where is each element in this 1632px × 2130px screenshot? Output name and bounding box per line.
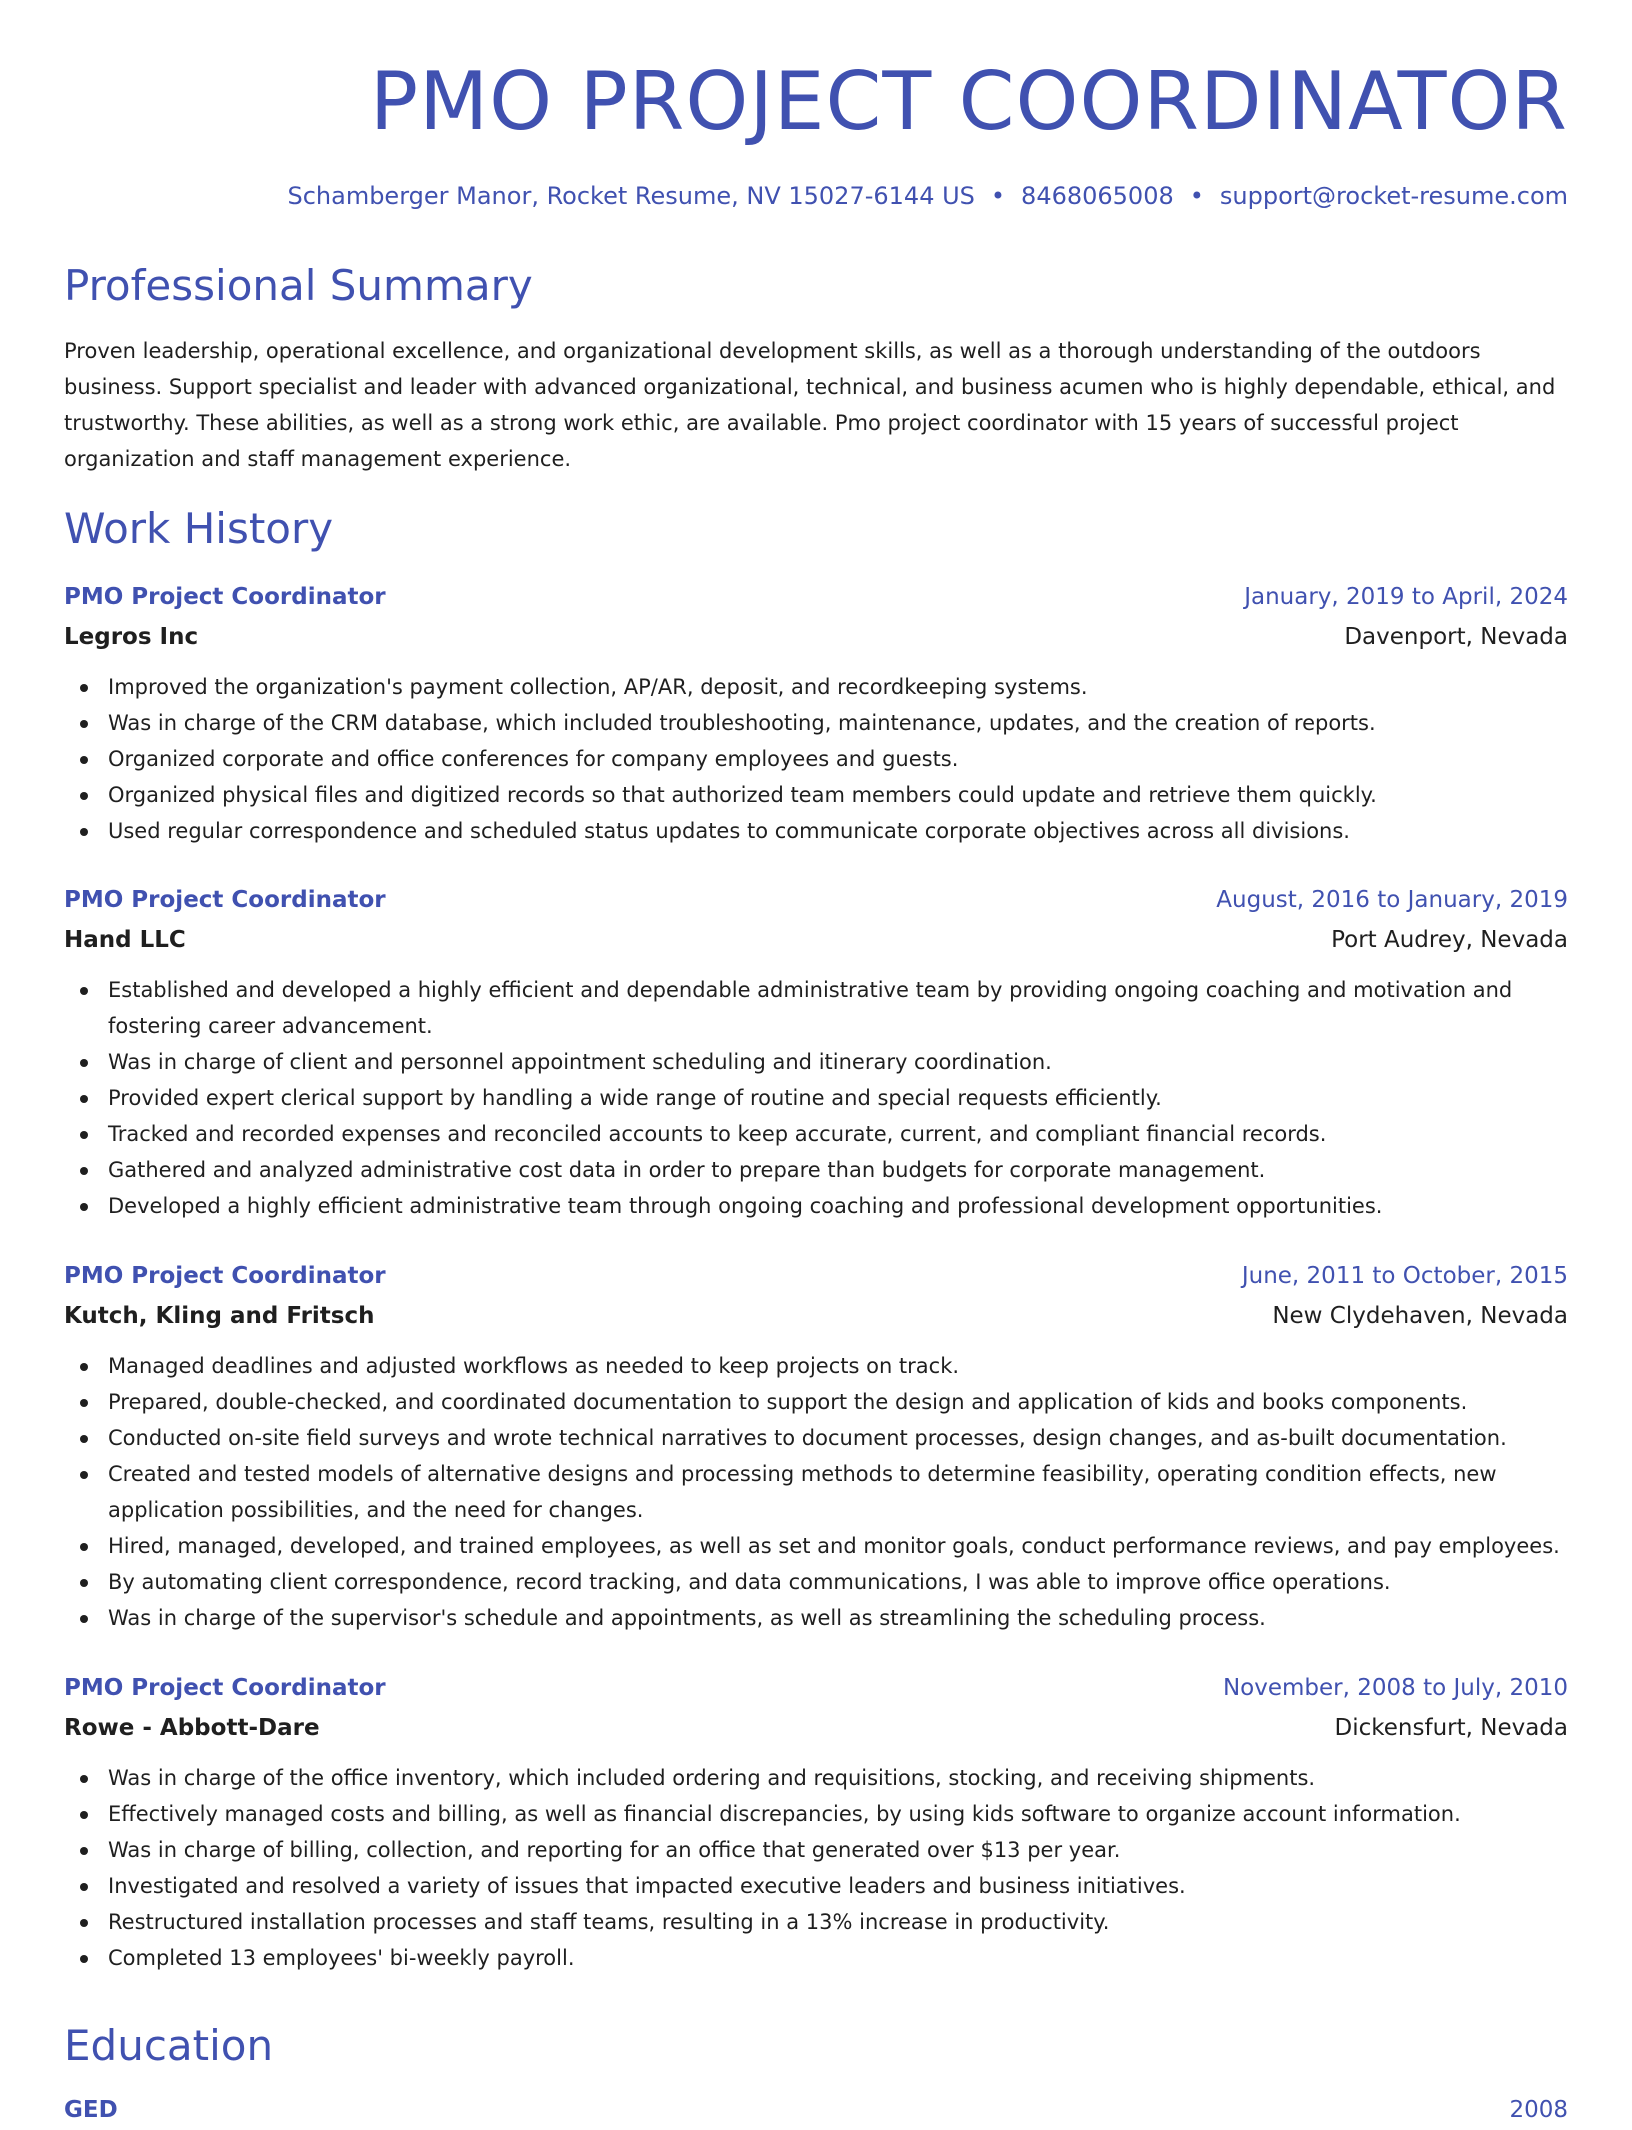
job-bullet: Was in charge of the office inventory, which included ordering and requisitions, stocking, and receiving shipments.	[64, 1760, 1568, 1796]
education-row	[64, 2090, 1568, 2130]
job-company-row	[64, 1296, 1568, 1336]
contact-separator: •	[1189, 182, 1204, 210]
job-bullet: Was in charge of the supervisor's schedule and appointments, as well as streamlining the scheduling process.	[64, 1600, 1568, 1636]
job-bullet: Tracked and recorded expenses and reconciled accounts to keep accurate, current, and compliant financial records.	[64, 1116, 1568, 1152]
job-bullet: Used regular correspondence and scheduled status updates to communicate corporate objectives across all divisions.	[64, 813, 1568, 849]
education-entry	[64, 2090, 1568, 2130]
job-title: PMO Project Coordinator	[64, 1675, 386, 1701]
contact-address: Schamberger Manor, Rocket Resume, NV 15027-6144 US	[287, 182, 975, 210]
job-bullets	[64, 1348, 1568, 1636]
job-company-row	[64, 617, 1568, 657]
job-bullet: Investigated and resolved a variety of issues that impacted executive leaders and business initiatives.	[64, 1868, 1568, 1904]
job-entry	[64, 1256, 1568, 1636]
contact-phone[interactable]: 8468065008	[1021, 182, 1174, 210]
job-entry	[64, 577, 1568, 849]
job-bullet: By automating client correspondence, record tracking, and data communications, I was able to improve office operations.	[64, 1564, 1568, 1600]
job-company: Legros Inc	[64, 624, 199, 650]
contact-separator: •	[990, 182, 1006, 210]
work-history-heading: Work History	[64, 504, 334, 553]
job-company: Hand LLC	[64, 927, 186, 953]
job-title: PMO Project Coordinator	[64, 584, 386, 610]
job-company: Kutch, Kling and Fritsch	[64, 1303, 375, 1329]
job-entry	[64, 1668, 1568, 1976]
job-bullets	[64, 972, 1568, 1224]
summary-heading: Professional Summary	[64, 261, 533, 310]
resume-title: PMO PROJECT COORDINATOR	[369, 55, 1568, 148]
job-bullet: Established and developed a highly efficient and dependable administrative team by providing ongoing coaching and motivation and fostering career advancement.	[64, 972, 1568, 1044]
job-header-row	[64, 880, 1568, 920]
job-bullet: Provided expert clerical support by handling a wide range of routine and special requests efficiently.	[64, 1080, 1568, 1116]
education-year: 2008	[1509, 2097, 1568, 2123]
job-bullet: Was in charge of the CRM database, which included troubleshooting, maintenance, updates, and the creation of reports.	[64, 705, 1568, 741]
job-bullet: Prepared, double-checked, and coordinated documentation to support the design and application of kids and books components.	[64, 1384, 1568, 1420]
job-dates: August, 2016 to January, 2019	[1216, 887, 1568, 913]
job-bullet: Gathered and analyzed administrative cost data in order to prepare than budgets for corporate management.	[64, 1152, 1568, 1188]
job-bullet: Organized physical files and digitized records so that authorized team members could update and retrieve them quickly.	[64, 777, 1568, 813]
job-bullet: Organized corporate and office conferences for company employees and guests.	[64, 741, 1568, 777]
job-header-row	[64, 1668, 1568, 1708]
job-header-row	[64, 577, 1568, 617]
job-bullet: Managed deadlines and adjusted workflows as needed to keep projects on track.	[64, 1348, 1568, 1384]
job-bullet: Completed 13 employees' bi-weekly payroll.	[64, 1940, 1568, 1976]
job-company-row	[64, 920, 1568, 960]
job-dates: November, 2008 to July, 2010	[1222, 1675, 1568, 1701]
job-location: New Clydehaven, Nevada	[1272, 1303, 1568, 1329]
contact-email[interactable]: support@rocket-resume.com	[1219, 182, 1568, 210]
job-dates: January, 2019 to April, 2024	[1244, 584, 1568, 610]
job-title: PMO Project Coordinator	[64, 887, 386, 913]
job-dates: June, 2011 to October, 2015	[1241, 1263, 1568, 1289]
job-location: Davenport, Nevada	[1344, 624, 1568, 650]
job-header-row	[64, 1256, 1568, 1296]
job-bullet: Was in charge of client and personnel appointment scheduling and itinerary coordination.	[64, 1044, 1568, 1080]
education-heading: Education	[64, 2021, 274, 2070]
job-bullet: Conducted on-site field surveys and wrote technical narratives to document processes, design changes, and as-built documentation.	[64, 1420, 1568, 1456]
job-bullets	[64, 1760, 1568, 1976]
job-bullet: Hired, managed, developed, and trained employees, as well as set and monitor goals, conduct performance reviews, and pay employees.	[64, 1528, 1568, 1564]
job-bullet: Was in charge of billing, collection, and reporting for an office that generated over $13 per year.	[64, 1832, 1568, 1868]
job-bullet: Restructured installation processes and staff teams, resulting in a 13% increase in productivity.	[64, 1904, 1568, 1940]
job-bullet: Developed a highly efficient administrative team through ongoing coaching and professional development opportunities.	[64, 1188, 1568, 1224]
job-company: Rowe - Abbott-Dare	[64, 1715, 320, 1741]
job-location: Port Audrey, Nevada	[1331, 927, 1568, 953]
contact-line	[287, 180, 1568, 212]
education-degree: GED	[64, 2097, 118, 2123]
job-company-row	[64, 1708, 1568, 1748]
job-bullet: Improved the organization's payment collection, AP/AR, deposit, and recordkeeping systems.	[64, 669, 1568, 705]
job-bullet: Effectively managed costs and billing, as well as financial discrepancies, by using kids software to organize account information.	[64, 1796, 1568, 1832]
job-entry	[64, 880, 1568, 1224]
job-location: Dickensfurt, Nevada	[1334, 1715, 1568, 1741]
summary-text: Proven leadership, operational excellence, and organizational development skills, as well as a thorough understanding of the outdoors business. Support specialist and leader with advanced organizational, technical, and business acumen who is highly dependable, ethical, and trustworthy. These abilities, as well as a strong work ethic, are available. Pmo project coordinator with 15 years of successful project organization and staff management experience.	[64, 339, 1556, 471]
job-bullets	[64, 669, 1568, 849]
job-bullet: Created and tested models of alternative designs and processing methods to determine feasibility, operating condition effects, new application possibilities, and the need for changes.	[64, 1456, 1568, 1528]
job-title: PMO Project Coordinator	[64, 1263, 386, 1289]
